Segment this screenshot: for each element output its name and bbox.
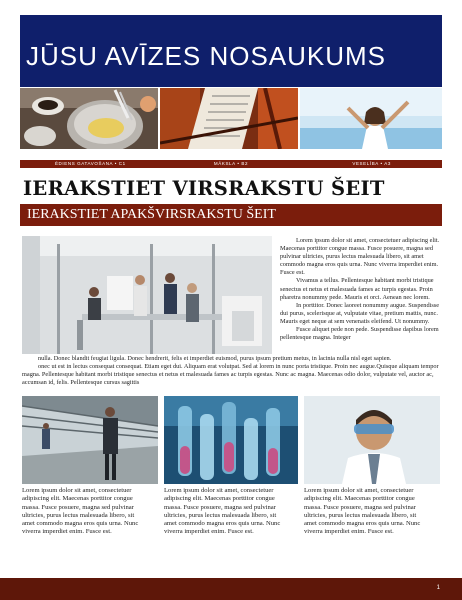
airport-walkway-photo bbox=[22, 396, 158, 484]
article-paragraph: nulla. Donec blandit feugiat ligula. Donec hendrerit, felis et imperdiet euismod, purus ipsum pretium metus, in lacinia nulla nisl eget sapien. bbox=[38, 355, 392, 362]
column-text-2: Lorem ipsum dolor sit amet, consectetuer adipiscing elit. Maecenas porttitor congue massa. Fusce posuere, magna sed pulvinar ultricies, purus lectus malesuada libero, sit amet commodo magna eros quis urna. Nunc viverra imperdiet enim. Fusce est. bbox=[164, 487, 281, 536]
subheadline-bar bbox=[20, 204, 442, 226]
article-paragraph: Fusce aliquet pede non pede. Suspendisse dapibus lorem pellentesque magna. Integer bbox=[280, 326, 439, 342]
cooking-photo bbox=[20, 88, 158, 149]
section-label[interactable]: VESELĪBA • A3 bbox=[352, 161, 391, 166]
wellness-photo bbox=[300, 88, 442, 149]
scientist-photo bbox=[304, 396, 440, 484]
section-label[interactable]: ĒDIENS GATAVOŠANA • C1 bbox=[54, 161, 126, 166]
newspaper-title: JŪSU AVĪZES NOSAUKUMS bbox=[26, 41, 387, 71]
section-label[interactable]: MĀKSLA • B2 bbox=[213, 161, 249, 166]
article-paragraph: Lorem ipsum dolor sit amet, consectetuer adipiscing elit. Maecenas porttitor congue massa. Fusce posuere, magna sed pulvinar ultricies, purus lectus malesuada libero, sit amet commodo magna eros quis urna. Nunc viverra imperdiet enim. Fusce est. bbox=[280, 237, 440, 277]
subheadline: IERAKSTIET APAKŠVIRSRAKSTU ŠEIT bbox=[27, 207, 276, 222]
office-meeting-photo bbox=[22, 236, 272, 354]
column-text-1: Lorem ipsum dolor sit amet, consectetuer adipiscing elit. Maecenas porttitor congue massa. Fusce posuere, magna sed pulvinar ultricies, purus lectus malesuada libero, sit amet commodo magna eros quis urna. Nunc viverra imperdiet enim. Fusce est. bbox=[22, 487, 139, 536]
section-index-bar bbox=[20, 160, 442, 168]
article-paragraph: onec ut est in lectus consequat consequat. Etiam eget dui. Aliquam erat volutpat. Sed at lorem in nunc porta tristique. Proin nec augue.Quisque aliquam tempor magna. Pellentesque habitant morbi tristique senectus et netus et malesuada fames ac turpis egestas. Nunc ac magna. Maecenas odio dolor, vulputate vel, auctor ac, accumsan id, felis. Pellentesque cursus sagittis bbox=[22, 363, 439, 387]
headline: IERAKSTIET VIRSRAKSTU ŠEIT bbox=[23, 177, 385, 200]
music-photo bbox=[160, 88, 298, 149]
lab-vials-photo bbox=[164, 396, 298, 484]
footer-bar bbox=[0, 578, 462, 600]
article-continuation bbox=[22, 355, 442, 387]
page-number: 1 bbox=[436, 585, 440, 591]
column-text-3: Lorem ipsum dolor sit amet, consectetuer adipiscing elit. Maecenas porttitor congue massa. Fusce posuere, magna sed pulvinar ultricies, purus lectus malesuada libero, sit amet commodo magna eros quis urna. Nunc viverra imperdiet enim. Fusce est. bbox=[304, 487, 421, 536]
article-paragraph: Vivamus a tellus. Pellentesque habitant morbi tristique senectus et netus et malesuada fames ac turpis egestas. Proin pharetra nonummy pede. Mauris et orci. Aenean nec lorem. bbox=[280, 277, 434, 301]
masthead bbox=[20, 15, 442, 87]
article-column bbox=[280, 237, 440, 342]
article-paragraph: In porttitor. Donec laoreet nonummy augue. Suspendisse dui purus, scelerisque at, vulputate vitae, pretium mattis, nunc. Mauris eget neque at sem venenatis eleifend. Ut nonummy. bbox=[280, 301, 440, 325]
